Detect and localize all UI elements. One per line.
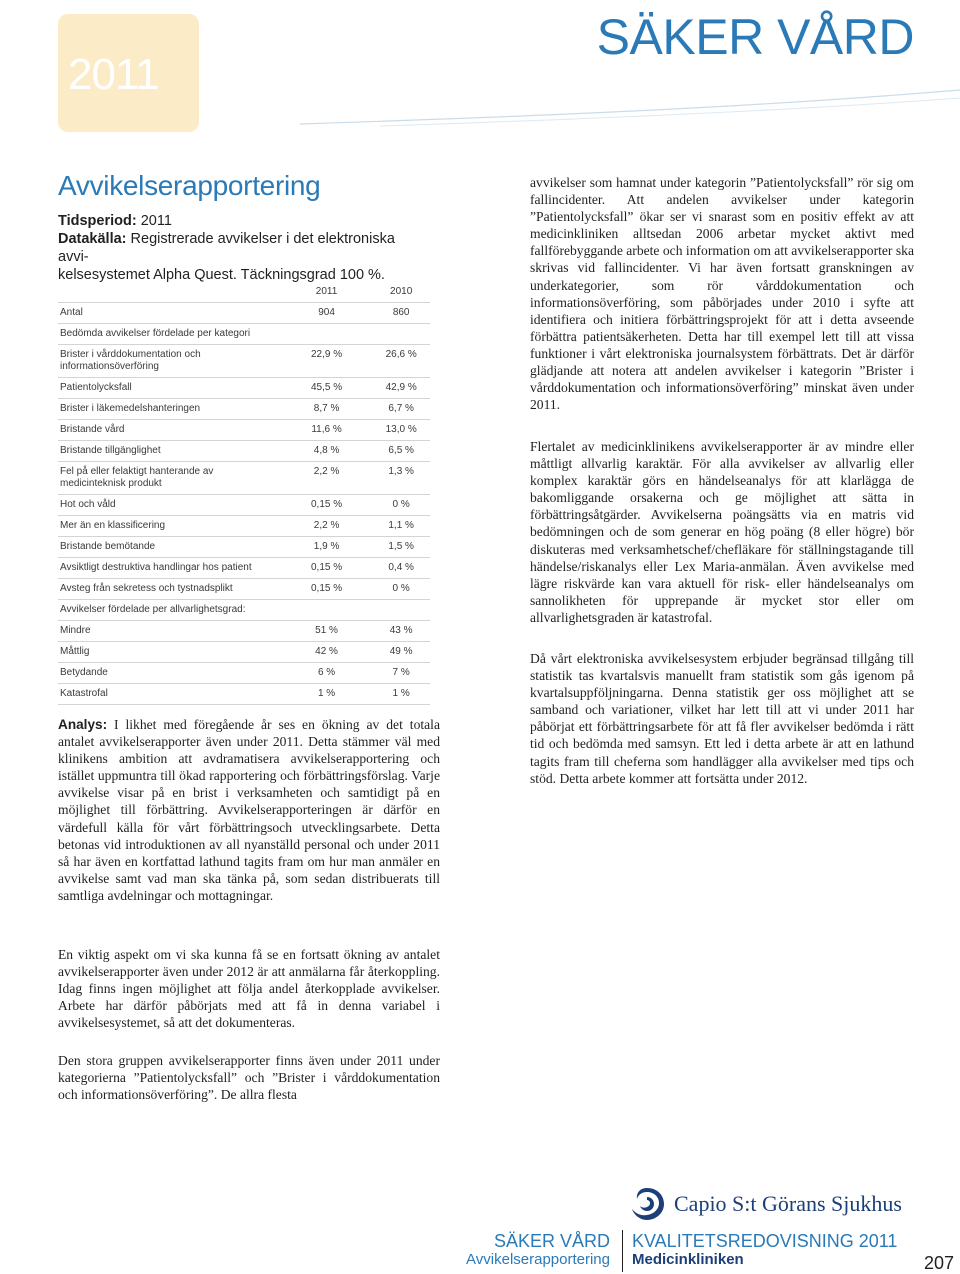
left-paragraph-3-text: Den stora gruppen avvikelserapporter finns även under 2011 under kategorierna ”Patientolycksfall” och ”Brister i vårddokumentation och informationsöverföring”. De allra flesta: [58, 1053, 440, 1103]
footer-section: Avvikelserapportering: [466, 1251, 610, 1268]
footer-right: [632, 1232, 897, 1270]
table-row: [58, 579, 430, 600]
table-cell-2011: 8,7 %: [313, 403, 340, 414]
table-row: [58, 303, 430, 324]
footer-clinic: Medicinkliniken: [632, 1251, 744, 1268]
footer-left: [466, 1232, 610, 1270]
table-cell-label: Brister i läkemedelshanteringen: [60, 403, 201, 414]
table-cell-label: Antal: [60, 307, 83, 318]
source-label: Datakälla:: [58, 231, 127, 247]
table-cell-2011: 4,8 %: [313, 445, 340, 456]
table-row: [58, 537, 430, 558]
table-cell-2011: 0,15 %: [310, 562, 343, 573]
table-cell-2010: 49 %: [389, 646, 413, 657]
table-cell-label: Katastrofal: [60, 688, 108, 699]
period-label: Tidsperiod:: [58, 213, 137, 229]
table-cell-label: Patientolycksfall: [60, 382, 132, 393]
table-row: [58, 600, 430, 621]
table-cell-2011: 0,15 %: [310, 583, 343, 594]
footer-report-title: KVALITETSREDOVISNING 2011: [632, 1231, 898, 1251]
analysis-label: Analys:: [58, 717, 108, 732]
source-value-line2: kelsesystemet Alpha Quest. Täckningsgrad 100 %.: [58, 267, 385, 283]
table-row: [58, 516, 430, 537]
table-row: [58, 558, 430, 579]
table-cell-label: Betydande: [60, 667, 108, 678]
page-number: 207: [923, 1253, 954, 1273]
table-row: [58, 441, 430, 462]
table-cell-label: Mer än en klassificering: [60, 520, 166, 531]
table-cell-label: Avsiktligt destruktiva handlingar hos patient: [60, 562, 252, 573]
table-cell-label: Måttlig: [60, 646, 90, 657]
table-cell-label: Bristande vård: [60, 424, 125, 435]
capio-logo: [628, 1186, 902, 1222]
capio-logo-name: Capio S:t Görans Sjukhus: [674, 1191, 902, 1216]
table-row: [58, 621, 430, 642]
right-paragraph-3: [530, 650, 914, 787]
table-row: [58, 462, 430, 495]
source-line: [58, 230, 428, 284]
table-cell-2010: 0,4 %: [388, 562, 414, 573]
table-cell-2011: 1 %: [317, 688, 336, 699]
table-cell-2010: 0 %: [392, 499, 410, 510]
table-cell-2010: 42,9 %: [385, 382, 417, 393]
left-paragraph-3: [58, 1052, 440, 1103]
footer-brand: SÄKER VÅRD: [493, 1231, 610, 1251]
table-cell-label: Bedömda avvikelser fördelade per kategori: [60, 328, 251, 339]
table-cell-2011: 2,2 %: [313, 520, 340, 531]
table-row: [58, 345, 430, 378]
table-row: [58, 378, 430, 399]
table-cell-2011: 42 %: [315, 646, 338, 657]
table-header-2010: 2010: [390, 286, 413, 297]
table-cell-2010: 1,3 %: [388, 466, 414, 477]
table-cell-label: Avsteg från sekretess och tystnadsplikt: [60, 583, 233, 594]
table-cell-2011: 11,6 %: [311, 424, 342, 435]
table-row: [58, 642, 430, 663]
table-cell-label: Brister i vårddokumentation och informationsöverföring: [60, 349, 201, 372]
header-swoosh-decoration: [300, 88, 960, 148]
table-row: [58, 324, 430, 345]
period-value: 2011: [140, 213, 172, 229]
right-paragraph-3-text: Då vårt elektroniska avvikelsesystem erbjuder begränsad tillgång till statistik tas kvartalsvis manuellt fram statistik som gås igenom på kvartalsuppföljningarna. Denna statistik ger oss möjlighet att se samband och variationer, vilket har lett till att vi under 2011 har påbörjat ett förbättringsarbete för att få fler avvikelser bedömda i rätt tid och bedömda med samsyn. Ett led i detta arbete är att en lathund tagits fram till cheferna som handlägger alla avvikelser med tips och stöd. Detta arbete kommer att fortsätta under 2012.: [530, 651, 914, 786]
left-paragraph-2: [58, 946, 440, 1031]
table-row: [58, 684, 430, 705]
table-cell-2011: 1,9 %: [313, 541, 340, 552]
year-badge: [58, 14, 199, 132]
table-cell-label: Avvikelser fördelade per allvarlighetsgrad:: [60, 604, 246, 615]
left-paragraph-2-text: En viktig aspekt om vi ska kunna få se en fortsatt ökning av antalet avvikelserapporter även under 2012 är att anmälarna får återkoppling. Idag finns ingen möjlighet att följa andel återkopplade avvikelser. Arbete har därför påbörjats med att få in denna variabel i avvikelsesystemet, så att det dokumenteras.: [58, 947, 440, 1031]
table-cell-2011: 6 %: [317, 667, 336, 678]
table-cell-2010: 6,7 %: [388, 403, 414, 414]
right-paragraph-1: [530, 174, 914, 413]
right-paragraph-2: [530, 438, 914, 626]
table-cell-2010: 43 %: [389, 625, 413, 636]
table-cell-label: Mindre: [60, 625, 91, 636]
table-row: [58, 495, 430, 516]
table-cell-2011: 51 %: [315, 625, 338, 636]
table-cell-label: Bristande bemötande: [60, 541, 156, 552]
table-cell-2010: 6,5 %: [388, 445, 414, 456]
table-cell-label: Fel på eller felaktigt hanterande av medicinteknisk produkt: [60, 466, 214, 489]
brand-title: SÄKER VÅRD: [596, 9, 914, 65]
right-paragraph-2-text: Flertalet av medicinklinikens avvikelserapporter är av mindre eller måttligt allvarlig karaktär. För alla avvikelser av allvarlig eller komplex karaktär görs en händelseanalys för att klarlägga de bakomliggande orsakerna och ge möjlighet att sätta in förbättringsåtgärder. Avvikelserna poängsätts via en matris vid bedömningen och de som generar en hög poäng (8 eller högre) bör diskuteras med verksamhetschef/chefläkare för ställningstagande till händelse/riskanalys eller Lex Maria-anmälan. Även avvikelse med lägre riskvärde kan vara aktuell för risk- eller händelseanalys om sannolikheten för upprepande är mycket stor eller om allvarlighetsgraden är katastrofal.: [530, 439, 914, 625]
table-cell-label: Hot och våld: [60, 499, 116, 510]
table-cell-label: Bristande tillgänglighet: [60, 445, 161, 456]
table-cell-2011: 45,5 %: [310, 382, 343, 393]
capio-swirl-icon: [628, 1186, 666, 1222]
table-header-2011: 2011: [315, 286, 338, 297]
period-line: [58, 212, 428, 230]
section-title: Avvikelserapportering: [58, 170, 321, 201]
table-cell-2011: 2,2 %: [313, 466, 340, 477]
analysis-paragraph: [58, 716, 440, 904]
right-paragraph-1-text: avvikelser som hamnat under kategorin ”Patientolycksfall” rör sig om fallincidenter. Att andelen avvikelser under kategorin ”Patientolycksfall” ökar ser vi snarast som en positiv effekt av att medicinkliniken alltsedan 2006 arbetar mycket aktivt med fallförebyggande arbete och information om att avvikelserapporter ska skrivas vid fallincidenter. Vi har även fortsatt granskningen av underkategorier, som rör vårddokumentation och informationsöverföring, som påbörjades under 2010 i syfte att identifiera och initiera förbättringsprojekt för att i detta avseende förbättra patientsäkerheten. Detta har till exempel lett till att vissa funktioner i vårt elektroniska journalsystem förbättrats. Det är därför glädjande att notera att andelen avvikelser i kategorin ”Brister i vårddokumentation och informationsöverföring” minskat även under 2011.: [530, 175, 914, 413]
table-cell-2010: 0 %: [392, 583, 410, 594]
table-cell-2010: 26,6 %: [385, 349, 417, 360]
table-cell-2010: 1,5 %: [388, 541, 414, 552]
table-row: [58, 420, 430, 441]
table-row: [58, 399, 430, 420]
table-cell-2011: 22,9 %: [310, 349, 343, 360]
table-header-row: [58, 282, 430, 303]
analysis-body: I likhet med föregående år ses en ökning av det totala antalet avvikelserapporter även under 2011. Detta stämmer väl med klinikens ambition att avdramatisera avvikelserapportering och istället uppmuntra till ökad rapportering och förbättringsförslag. Varje avvikelse visar på en brist i verksamheten och samtidigt på en möjlighet till förbättring. Avvikelserapporteringen är därför en värdefull källa för vårt förbättringsoch utvecklingsarbete. Detta betonas vid introduktionen av all nyanställd personal och under 2011 så har även en kortfattad lathund tagits fram om hur man anmäler en avvikelse samt vad man ska tänka på, som sedan distribuerats till samtliga avdelningar och mottagningar.: [58, 717, 440, 903]
statistics-table: [58, 282, 430, 705]
table-cell-2010: 7 %: [392, 667, 410, 678]
table-row: [58, 663, 430, 684]
table-cell-2010: 1 %: [392, 688, 410, 699]
year-badge-text: 2011: [68, 50, 159, 99]
table-cell-2010: 860: [392, 307, 410, 318]
footer-divider: [622, 1230, 623, 1272]
table-cell-2011: 904: [318, 307, 335, 318]
table-cell-2010: 1,1 %: [388, 520, 414, 531]
table-cell-2011: 0,15 %: [310, 499, 343, 510]
table-cell-2010: 13,0 %: [385, 424, 417, 435]
source-value-line1: Registrerade avvikelser i det elektroniska avvi-: [58, 231, 395, 265]
